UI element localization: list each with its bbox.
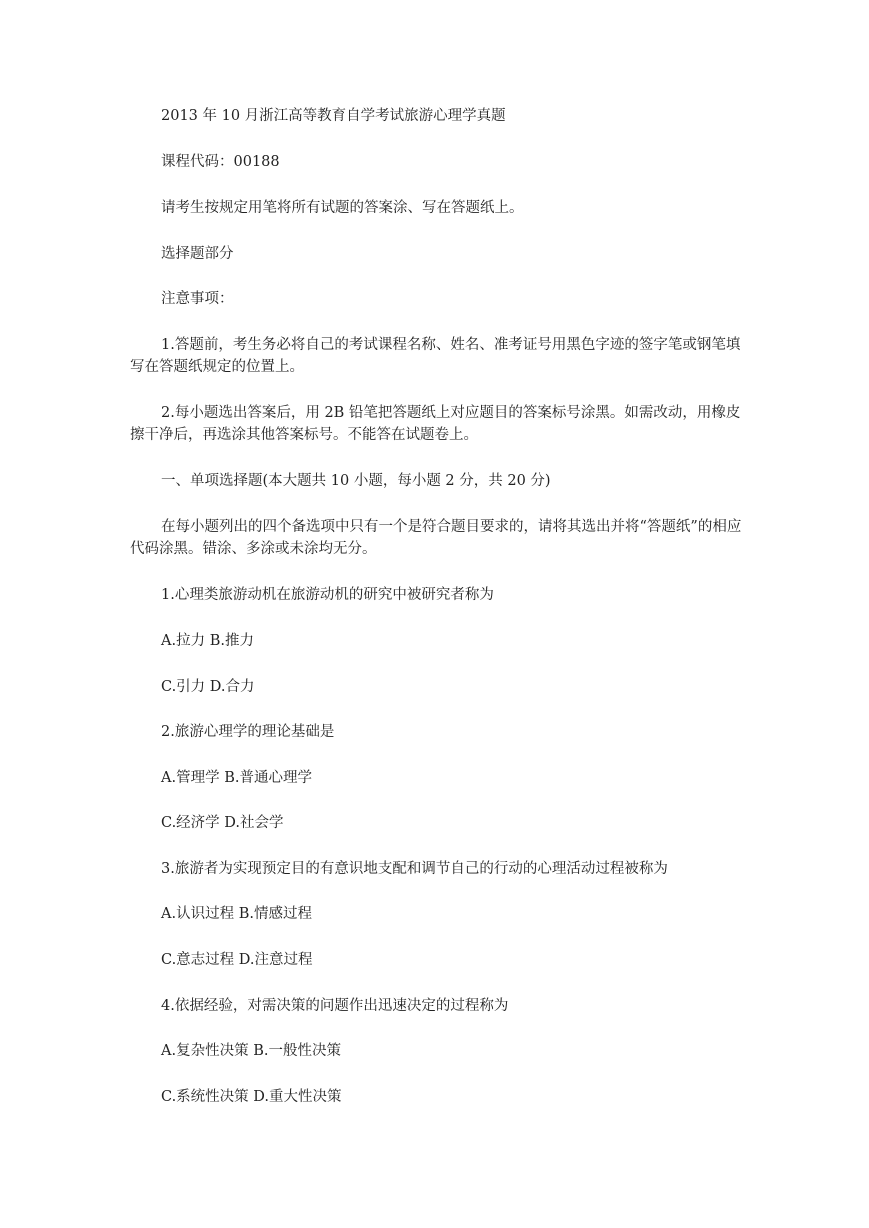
question-stem: 3.旅游者为实现预定目的有意识地支配和调节自己的行动的心理活动过程被称为 xyxy=(161,861,668,877)
question-stem: 2.旅游心理学的理论基础是 xyxy=(161,724,335,740)
question-options: A.管理学 B.普通心理学 xyxy=(161,770,312,786)
question-options: A.认识过程 B.情感过程 xyxy=(161,906,312,922)
question-options: C.意志过程 D.注意过程 xyxy=(161,952,313,968)
exam-title: 2013 年 10 月浙江高等教育自学考试旅游心理学真题 xyxy=(161,108,506,124)
question-options: C.系统性决策 D.重大性决策 xyxy=(161,1089,342,1105)
note-item: 1.答题前，考生务必将自己的考试课程名称、姓名、准考证号用黑色字迹的签字笔或钢笔填写在答题纸规定的位置上。 xyxy=(130,337,741,375)
part-heading: 一、单项选择题(本大题共 10 小题，每小题 2 分，共 20 分) xyxy=(161,473,551,489)
notes-heading: 注意事项： xyxy=(161,291,234,307)
question-options: C.经济学 D.社会学 xyxy=(161,815,284,831)
section-label: 选择题部分 xyxy=(161,246,234,262)
note-item: 2.每小题选出答案后，用 2B 铅笔把答题纸上对应题目的答案标号涂黑。如需改动，用橡皮擦干净后，再选涂其他答案标号。不能答在试题卷上。 xyxy=(130,405,741,443)
question-options: A.复杂性决策 B.一般性决策 xyxy=(161,1043,341,1059)
course-code: 课程代码：00188 xyxy=(161,154,280,170)
question-stem: 4.依据经验，对需决策的问题作出迅速决定的过程称为 xyxy=(161,998,509,1014)
part-instruction: 在每小题列出的四个备选项中只有一个是符合题目要求的，请将其选出并将“答题纸”的相应代码涂黑。错涂、多涂或未涂均无分。 xyxy=(130,519,742,557)
question-stem: 1.心理类旅游动机在旅游动机的研究中被研究者称为 xyxy=(161,587,494,603)
question-options: A.拉力 B.推力 xyxy=(161,633,254,649)
question-options: C.引力 D.合力 xyxy=(161,679,255,695)
answer-instruction: 请考生按规定用笔将所有试题的答案涂、写在答题纸上。 xyxy=(161,200,524,216)
